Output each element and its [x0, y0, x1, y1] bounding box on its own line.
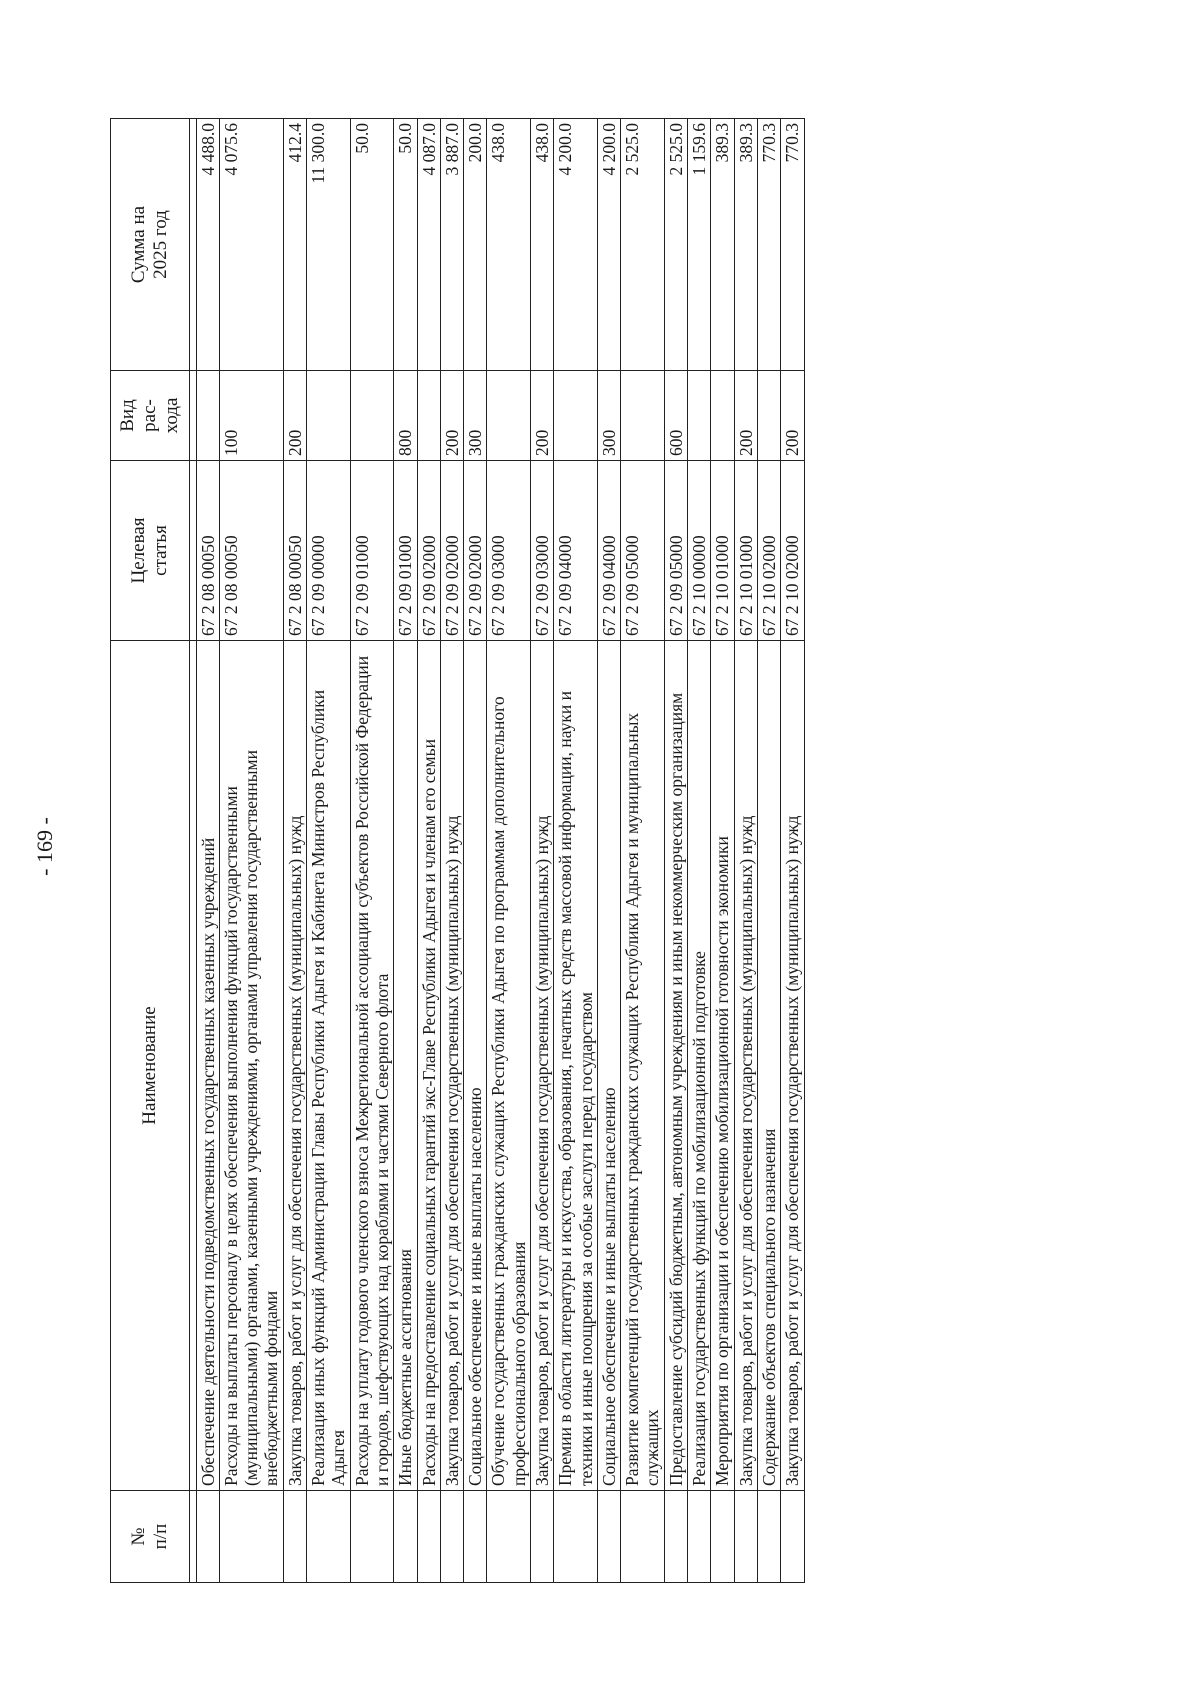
row-expense-type-cell: 200 [283, 371, 306, 461]
row-name-cell: Развитие компетенций государственных гражданских служащих Республики Адыгея и муниципальных служащих [621, 641, 665, 1491]
row-sum-cell: 4 200.0 [597, 119, 620, 371]
row-sum-cell: 438.0 [487, 119, 531, 371]
row-target-cell: 67 2 09 04000 [554, 461, 598, 641]
row-expense-type-cell: 200 [734, 371, 757, 461]
row-sum-cell: 4 200.0 [554, 119, 598, 371]
row-name-cell: Социальное обеспечение и иные выплаты населению [464, 641, 487, 1491]
row-name-cell: Закупка товаров, работ и услуг для обеспечения государственных (муниципальных) нужд [530, 641, 553, 1491]
row-num-cell [440, 1491, 463, 1583]
row-expense-type-cell: 200 [781, 371, 804, 461]
header-sum: Сумма на 2025 год [111, 119, 190, 371]
table-row [711, 119, 734, 1583]
row-num-cell [664, 1491, 687, 1583]
table-row [440, 119, 463, 1583]
table-row [688, 119, 711, 1583]
row-sum-cell: 389.3 [734, 119, 757, 371]
row-target-cell: 67 2 10 02000 [781, 461, 804, 641]
table-row [350, 119, 394, 1583]
row-num-cell [554, 1491, 598, 1583]
row-sum-cell: 438.0 [530, 119, 553, 371]
row-expense-type-cell: 600 [664, 371, 687, 461]
table-row [530, 119, 553, 1583]
row-target-cell: 67 2 09 03000 [530, 461, 553, 641]
row-target-cell: 67 2 09 04000 [597, 461, 620, 641]
table-row [219, 119, 283, 1583]
row-name-cell: Закупка товаров, работ и услуг для обеспечения государственных (муниципальных) нужд [781, 641, 804, 1491]
row-num-cell [597, 1491, 620, 1583]
row-num-cell [688, 1491, 711, 1583]
row-sum-cell: 11 300.0 [307, 119, 351, 371]
table-row [781, 119, 804, 1583]
table-row [757, 119, 780, 1583]
row-expense-type-cell [196, 371, 219, 461]
row-sum-cell: 4 488.0 [196, 119, 219, 371]
row-target-cell: 67 2 09 05000 [664, 461, 687, 641]
row-name-cell: Содержание объектов специального назначения [757, 641, 780, 1491]
row-sum-cell: 770.3 [781, 119, 804, 371]
row-target-cell: 67 2 09 05000 [621, 461, 665, 641]
row-expense-type-cell [711, 371, 734, 461]
row-target-cell: 67 2 10 02000 [757, 461, 780, 641]
row-expense-type-cell: 800 [394, 371, 417, 461]
row-sum-cell: 389.3 [711, 119, 734, 371]
row-name-cell: Обеспечение деятельности подведомственных государственных казенных учреждений [196, 641, 219, 1491]
row-sum-cell: 1 159.6 [688, 119, 711, 371]
row-expense-type-cell [350, 371, 394, 461]
row-expense-type-cell: 200 [530, 371, 553, 461]
row-name-cell: Реализация иных функций Администрации Главы Республики Адыгея и Кабинета Министров Республики Адыгея [307, 641, 351, 1491]
row-name-cell: Премии в области литературы и искусства, образования, печатных средств массовой информации, науки и техники и иные поощрения за особые заслуги перед государством [554, 641, 598, 1491]
row-num-cell [394, 1491, 417, 1583]
row-target-cell: 67 2 09 01000 [350, 461, 394, 641]
row-target-cell: 67 2 09 02000 [440, 461, 463, 641]
budget-table [110, 118, 805, 1583]
row-sum-cell: 412.4 [283, 119, 306, 371]
row-sum-cell: 3 887.0 [440, 119, 463, 371]
row-name-cell: Закупка товаров, работ и услуг для обеспечения государственных (муниципальных) нужд [734, 641, 757, 1491]
row-target-cell: 67 2 09 01000 [394, 461, 417, 641]
page-number: - 169 - [32, 817, 57, 876]
row-expense-type-cell: 300 [464, 371, 487, 461]
row-expense-type-cell [307, 371, 351, 461]
header-spacer-row [189, 119, 196, 1583]
row-name-cell: Расходы на предоставление социальных гарантий экс-Главе Республики Адыгея и членам его семьи [417, 641, 440, 1491]
table-row [621, 119, 665, 1583]
row-sum-cell: 50.0 [350, 119, 394, 371]
row-num-cell [734, 1491, 757, 1583]
row-expense-type-cell [554, 371, 598, 461]
row-sum-cell: 4 087.0 [417, 119, 440, 371]
row-name-cell: Закупка товаров, работ и услуг для обеспечения государственных (муниципальных) нужд [283, 641, 306, 1491]
header-name: Наименование [111, 641, 190, 1491]
row-name-cell: Закупка товаров, работ и услуг для обеспечения государственных (муниципальных) нужд [440, 641, 463, 1491]
row-num-cell [196, 1491, 219, 1583]
row-expense-type-cell: 200 [440, 371, 463, 461]
row-target-cell: 67 2 09 03000 [487, 461, 531, 641]
row-num-cell [781, 1491, 804, 1583]
row-num-cell [530, 1491, 553, 1583]
row-num-cell [219, 1491, 283, 1583]
table-body [189, 119, 804, 1583]
row-sum-cell: 2 525.0 [664, 119, 687, 371]
row-num-cell [757, 1491, 780, 1583]
table-row [597, 119, 620, 1583]
row-expense-type-cell [757, 371, 780, 461]
table-row [554, 119, 598, 1583]
row-expense-type-cell: 100 [219, 371, 283, 461]
row-expense-type-cell [621, 371, 665, 461]
row-target-cell: 67 2 10 01000 [734, 461, 757, 641]
row-num-cell [487, 1491, 531, 1583]
row-name-cell: Реализация государственных функций по мобилизационной подготовке [688, 641, 711, 1491]
row-name-cell: Предоставление субсидий бюджетным, автономным учреждениям и иным некоммерческим организациям [664, 641, 687, 1491]
table-row [307, 119, 351, 1583]
row-expense-type-cell [688, 371, 711, 461]
row-name-cell: Обучение государственных гражданских служащих Республики Адыгея по программам дополнительного профессионального образования [487, 641, 531, 1491]
row-expense-type-cell: 300 [597, 371, 620, 461]
header-expense-type: Вид рас- хода [111, 371, 190, 461]
row-target-cell: 67 2 08 00050 [219, 461, 283, 641]
table-row [283, 119, 306, 1583]
row-sum-cell: 50.0 [394, 119, 417, 371]
row-sum-cell: 770.3 [757, 119, 780, 371]
row-target-cell: 67 2 08 00050 [196, 461, 219, 641]
row-sum-cell: 2 525.0 [621, 119, 665, 371]
row-name-cell: Иные бюджетные ассигнования [394, 641, 417, 1491]
row-name-cell: Социальное обеспечение и иные выплаты населению [597, 641, 620, 1491]
header-num: № п/п [111, 1491, 190, 1583]
row-target-cell: 67 2 09 02000 [417, 461, 440, 641]
row-num-cell [350, 1491, 394, 1583]
table-row [394, 119, 417, 1583]
table-row [464, 119, 487, 1583]
table-row [487, 119, 531, 1583]
row-target-cell: 67 2 10 01000 [711, 461, 734, 641]
row-name-cell: Расходы на выплаты персоналу в целях обеспечения выполнения функций государственными (муниципальными) органами, казенными учреждениями, органами управления государственными внебюджетными фондами [219, 641, 283, 1491]
row-target-cell: 67 2 09 02000 [464, 461, 487, 641]
row-num-cell [307, 1491, 351, 1583]
row-sum-cell: 200.0 [464, 119, 487, 371]
row-name-cell: Расходы на уплату годового членского взноса Межрегиональной ассоциации субъектов Российской Федерации и городов, шефствующих над кораблями и частями Северного флота [350, 641, 394, 1491]
header-target: Целевая статья [111, 461, 190, 641]
row-target-cell: 67 2 10 00000 [688, 461, 711, 641]
row-num-cell [711, 1491, 734, 1583]
row-target-cell: 67 2 09 00000 [307, 461, 351, 641]
table-row [196, 119, 219, 1583]
row-num-cell [417, 1491, 440, 1583]
row-num-cell [621, 1491, 665, 1583]
row-target-cell: 67 2 08 00050 [283, 461, 306, 641]
row-expense-type-cell [417, 371, 440, 461]
row-sum-cell: 4 075.6 [219, 119, 283, 371]
row-expense-type-cell [487, 371, 531, 461]
table-row [664, 119, 687, 1583]
row-num-cell [283, 1491, 306, 1583]
row-num-cell [464, 1491, 487, 1583]
table-row [417, 119, 440, 1583]
table-row [734, 119, 757, 1583]
table-header-row [111, 119, 190, 1583]
row-name-cell: Мероприятия по организации и обеспечению мобилизационной готовности экономики [711, 641, 734, 1491]
